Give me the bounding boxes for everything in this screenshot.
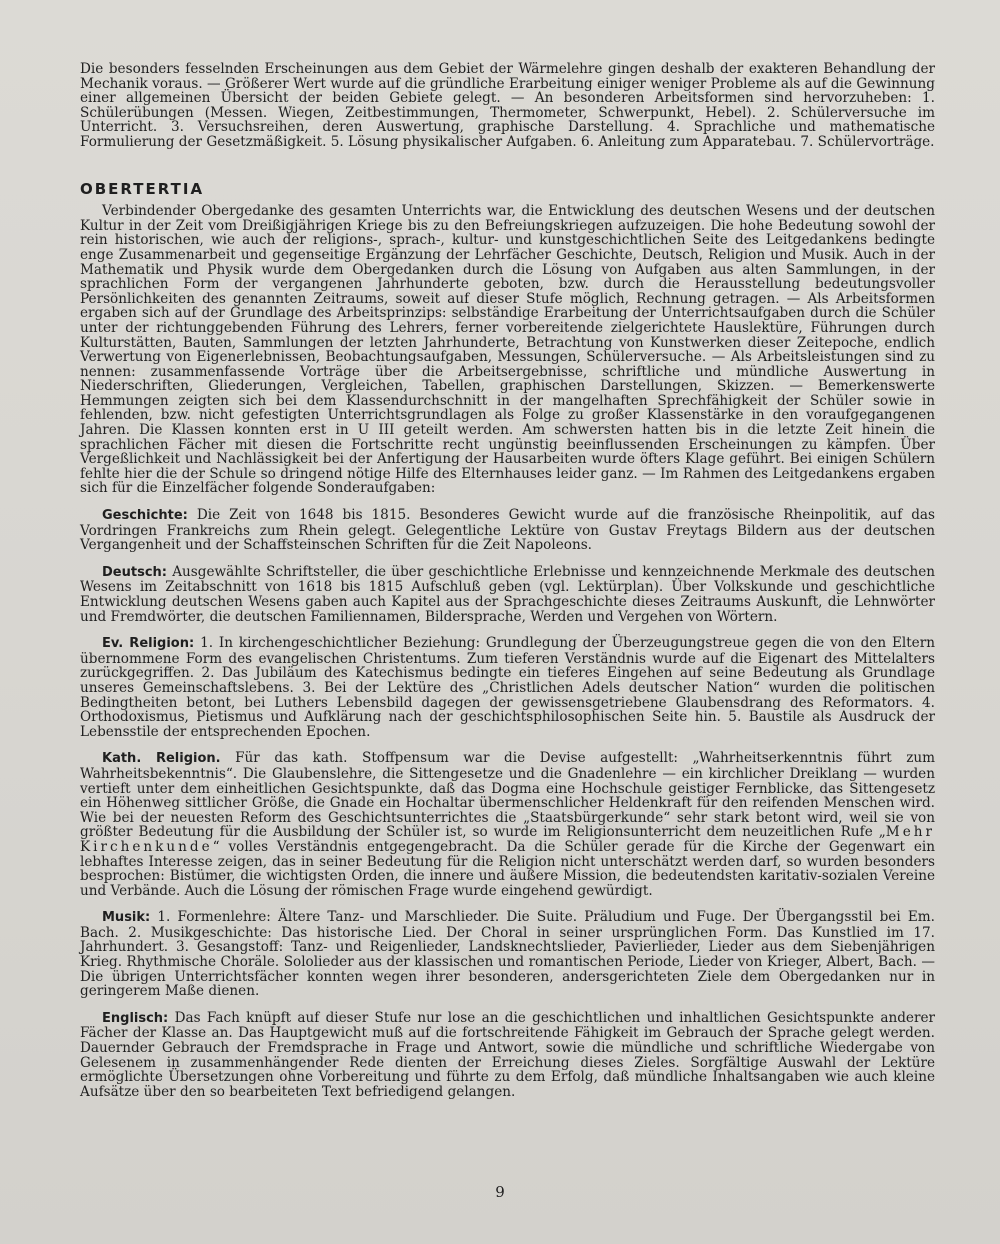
page-number: 9: [495, 1183, 505, 1201]
overview-paragraph: Verbindender Obergedanke des gesamten Unterrichts war, die Entwicklung des deutschen Wesens und der deutschen Kultur in der Zeit vom Dreißigjährigen Kriege bis zu den Befreiungskriegen aufzuzeigen. Die hohe Bedeutung sowohl der rein historischen, wie auch der religions-, sprach-, kultur- und kunstgeschichtlichen Seite des Leitgedankens bedingte enge Zusammenarbeit und gegenseitige Ergänzung der Lehrfächer Geschichte, Deutsch, Religion und Musik. Auch in der Mathematik und Physik wurde dem Obergedanken durch die Lösung von Aufgaben aus alten Sammlungen, in der sprachlichen Form der vergangenen Jahrhunderte geboten, bzw. durch die Herausstellung bedeutungsvoller Persönlichkeiten des genannten Zeitraums, soweit auf dieser Stufe möglich, Rechnung getragen. — Als Arbeitsformen ergaben sich auf der Grundlage des Arbeitsprinzips: selbständige Erarbeitung der Unterrichtsaufgaben durch die Schüler unter der richtunggebenden Führung des Lehrers, ferner vorbereitende zielgerichtete Hauslektüre, Führungen durch Kulturstätten, Bauten, Sammlungen der letzten Jahrhunderte, Betrachtung von Kunstwerken dieser Zeitepoche, endlich Verwertung von Eigenerlebnissen, Beobachtungsaufgaben, Messungen, Schülerversuche. — Als Arbeitsleistungen sind zu nennen: zusammenfassende Vorträge über die Arbeitsergebnisse, schriftliche und mündliche Auswertung in Niederschriften, Gliederungen, Vergleichen, Tabellen, graphischen Darstellungen, Skizzen. — Bemerkenswerte Hemmungen zeigten sich bei dem Klassendurchschnitt in der mangelhaften Sprechfähigkeit der Schüler sowie in fehlenden, bzw. nicht gefestigten Unterrichtsgrundlagen als Folge zu großer Klassenstärke in den voraufgegangenen Jahren. Die Klassen konnten erst in U III geteilt werden. Am schwersten hatten bis in die letzte Zeit hinein die sprachlichen Fächer mit diesen die Fortschritte recht ungünstig beeinflussenden Erscheinungen zu kämpfen. Über Vergeßlichkeit und Nachlässigkeit bei der Anfertigung der Hausarbeiten wurde öfters Klage geführt. Bei einigen Schülern fehlte hier die der Schule so dringend nötige Hilfe des Elternhauses leider ganz. — Im Rahmen des Leitgedankens ergaben sich für die Einzelfächer folgende Sonderaufgaben:: [80, 203, 935, 497]
ev-religion-label: Ev. Religion:: [102, 636, 195, 652]
page-body: [80, 62, 935, 1099]
deutsch-label: Deutsch:: [102, 564, 167, 580]
kath-religion-label: Kath. Religion.: [102, 751, 221, 767]
deutsch-paragraph: [80, 565, 935, 624]
musik-label: Musik:: [102, 910, 151, 926]
section-heading: OBERTERTIA: [80, 179, 205, 198]
kath-religion-text-after: “ volles Verständnis entgegengebracht. Da die Schüler gerade für die Kirche der Gegenwart ein lebhaftes Interesse zeigen, das in seiner Bedeutung für die Religion nicht unterschätzt werden darf, so wurden besonders besprochen: Bistümer, die wichtigsten Orden, die innere und äußere Mission, die bedeutendsten karitativ-sozialen Vereine und Verbände. Auch die Lösung der römischen Frage wurde eingehend gewürdigt.: [80, 838, 935, 899]
englisch-text: Das Fach knüpft auf dieser Stufe nur lose an die geschichtlichen und inhaltlichen Gesichtspunkte anderer Fächer der Klasse an. Das Hauptgewicht muß auf die fortschreitende Fähigkeit im Gebrauch der Sprache gelegt werden. Dauernder Gebrauch der Fremdsprache in Frage und Antwort, sowie die mündliche und schriftliche Wiedergabe von Gelesenem in zusammenhängender Rede dienten der Erreichung dieses Zieles. Sorgfältige Auswahl der Lektüre ermöglichte Übersetzungen ohne Vorbereitung und führte zu dem Erfolg, daß mündliche Inhaltsangaben wie auch kleine Aufsätze über den so bearbeiteten Text befriedigend gelangen.: [80, 1009, 935, 1100]
englisch-paragraph: [80, 1011, 935, 1100]
musik-paragraph: [80, 910, 935, 999]
kath-religion-paragraph: [80, 751, 935, 898]
kath-religion-spaced-phrase: Mehr Kirchenkunde: [80, 824, 935, 855]
geschichte-text: Die Zeit von 1648 bis 1815. Besonderes Gewicht wurde auf die französische Rheinpolitik, auf das Vordringen Frankreichs zum Rhein gelegt. Gelegentliche Lektüre von Gustav Freytags Bildern aus der deutschen Vergangenheit und der Schaffsteinschen Schriften für die Zeit Napoleons.: [80, 507, 935, 554]
geschichte-paragraph: [80, 508, 935, 553]
kath-religion-text-before: Für das kath. Stoffpensum war die Devise aufgestellt: „Wahrheitserkenntnis führt zum Wahrheitsbekenntnis“. Die Glaubenslehre, die Sittengesetze und die Gnadenlehre — ein kirchlicher Dreiklang — wurden vertieft unter dem einheitlichen Gesichtspunkte, daß das Dogma eine Hochschule geistiger Fernblicke, das Sittengesetz ein Höhenweg sittlicher Größe, die Gnade ein Hochaltar übermenschlicher Heldenkraft für den reifenden Menschen wird. Wie bei der neuesten Reform des Geschichtsunterrichtes die „Staatsbürgerkunde“ sehr stark betont wird, weil sie von größter Bedeutung für die Ausbildung der Schüler ist, so wurde im Religionsunterricht dem neuzeitlichen Rufe „: [80, 750, 935, 841]
musik-text: 1. Formenlehre: Ältere Tanz- und Marschlieder. Die Suite. Präludium und Fuge. Der Übergangsstil bei Em. Bach. 2. Musikgeschichte: Das historische Lied. Der Choral in seiner ursprünglichen Form. Das Kunstlied im 17. Jahrhundert. 3. Gesangstoff: Tanz- und Reigenlieder, Landsknechtslieder, Pavierlieder, Lieder aus dem Siebenjährigen Krieg. Rhythmische Choräle. Sololieder aus der klassischen und romantischen Periode, Lieder von Krieger, Albert, Bach. — Die übrigen Unterrichtsfächer konnten wegen ihrer besonderen, andersgerichteten Ziele dem Obergedanken nur in geringerem Maße dienen.: [80, 909, 935, 1000]
ev-religion-text: 1. In kirchengeschichtlicher Beziehung: Grundlegung der Überzeugungstreue gegen die von den Eltern übernommene Form des evangelischen Christentums. Zum tieferen Verständnis wurde auf die Eigenart des Mittelalters zurückgegriffen. 2. Das Jubiläum des Katechismus bedingte ein tieferes Eingehen auf seine Bedeutung als Grundlage unseres Gemeinschaftslebens. 3. Bei der Lektüre des „Christlichen Adels deutscher Nation“ wurden die politischen Bedingtheiten betont, bei Luthers Lebensbild dagegen der gewissensgetriebene Glaubensdrang des Reformators. 4. Orthodoxismus, Pietismus und Aufklärung nach der geschichtsphilosophischen Seite hin. 5. Baustile als Ausdruck der Lebensstile der entsprechenden Epochen.: [80, 635, 935, 740]
intro-paragraph: Die besonders fesselnden Erscheinungen aus dem Gebiet der Wärmelehre gingen deshalb der exakteren Behandlung der Mechanik voraus. — Größerer Wert wurde auf die gründliche Erarbeitung einiger weniger Probleme als auf die Gewinnung einer allgemeinen Übersicht der beiden Gebiete gelegt. — An besonderen Arbeitsformen sind hervorzuheben: 1. Schülerübungen (Messen. Wiegen, Zeitbestimmungen, Thermometer, Schwerpunkt, Hebel). 2. Schülerversuche im Unterricht. 3. Versuchsreihen, deren Auswertung, graphische Darstellung. 4. Sprachliche und mathematische Formulierung der Gesetzmäßigkeit. 5. Lösung physikalischer Aufgaben. 6. Anleitung zum Apparatebau. 7. Schülervorträge.: [80, 61, 935, 150]
englisch-label: Englisch:: [102, 1010, 169, 1026]
deutsch-text: Ausgewählte Schriftsteller, die über geschichtliche Erlebnisse und kennzeichnende Merkmale des deutschen Wesens im Zeitabschnitt von 1618 bis 1815 Aufschluß geben (vgl. Lektürplan). Über Volkskunde und geschichtliche Entwicklung deutschen Wesens gaben auch Kapitel aus der Sprachgeschichte dieses Zeitraums Auskunft, die Lehnwörter und Fremdwörter, die deutschen Familiennamen, Bildersprache, Werden und Vergehen von Wörtern.: [80, 563, 935, 625]
geschichte-label: Geschichte:: [102, 508, 188, 524]
ev-religion-paragraph: [80, 636, 935, 739]
